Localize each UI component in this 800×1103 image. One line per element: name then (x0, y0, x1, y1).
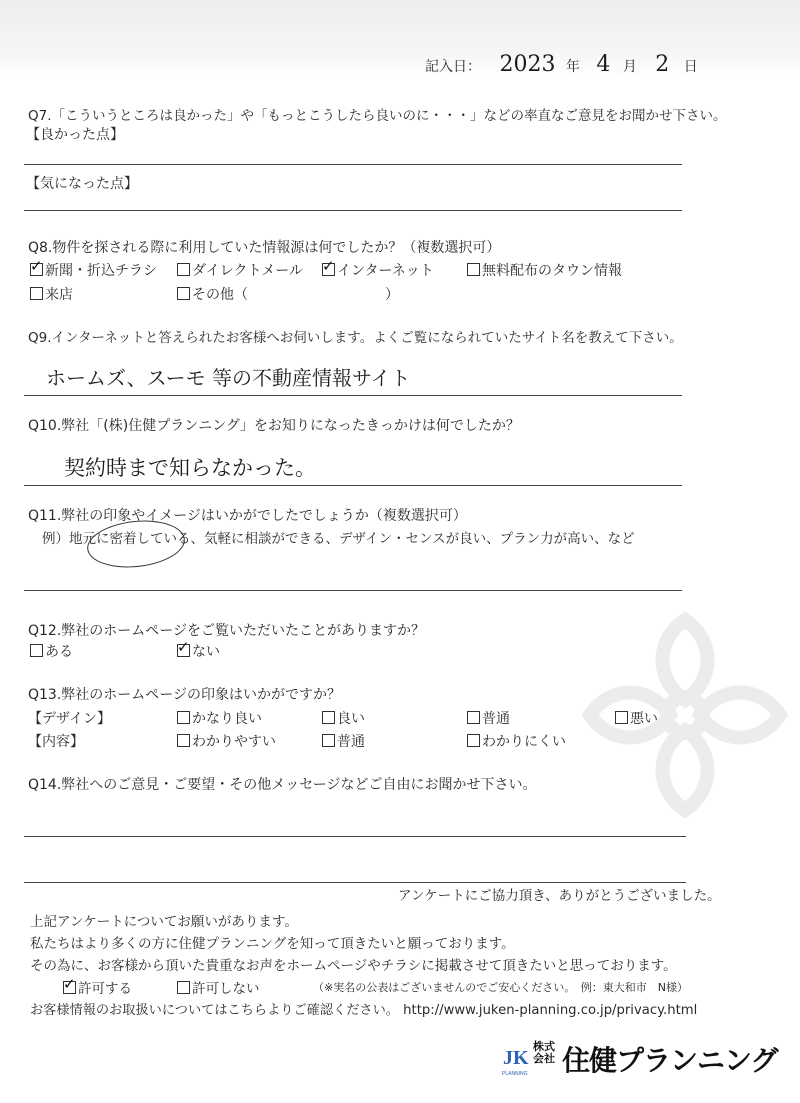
entry-date (425, 52, 698, 77)
q7-good-label: 【良かった点】 (26, 127, 124, 143)
q8-option-internet[interactable] (322, 260, 434, 280)
q8-option-label: 無料配布のタウン情報 (482, 263, 622, 279)
checkbox-icon[interactable] (177, 734, 190, 747)
date-month: 4 (596, 52, 611, 77)
q8-option-label: 新聞・折込チラシ (45, 263, 157, 279)
q9-answer: ホームズ、スーモ 等の不動産情報サイト (46, 366, 411, 390)
q7-good-line (24, 164, 682, 165)
checkbox-icon[interactable] (177, 644, 190, 657)
q11-answer-line (24, 590, 682, 591)
q7-question: Q7.「こういうところは良かった」や「もっとこうしたら良いのに・・・」などの率直なご意見をお聞かせ下さい。 (28, 108, 727, 124)
q13-option-label: かなり良い (192, 711, 262, 727)
footer-note: （※実名の公表はございませんのでご安心ください。 例：東大和市 N様） (313, 981, 688, 994)
q8-option-direct-mail[interactable] (177, 260, 303, 280)
q13-option-label: わかりにくい (482, 734, 566, 750)
q8-option-label: その他（ (192, 287, 248, 303)
q13-design-option-good[interactable] (322, 708, 365, 728)
footer-request-2: 私たちはより多くの方に住健プランニングを知って頂きたいと願っております。 (30, 936, 515, 952)
date-day: 2 (655, 52, 670, 77)
q8-question: Q8.物件を探される際に利用していた情報源は何でしたか？（複数選択可） (28, 240, 501, 256)
checkbox-icon[interactable] (177, 711, 190, 724)
q9-answer-line (24, 395, 682, 396)
date-day-unit: 日 (683, 59, 698, 75)
watermark-crest-icon (575, 600, 795, 830)
q13-content-label: 【内容】 (28, 734, 84, 750)
checkbox-icon[interactable] (467, 263, 480, 276)
logo-kabushiki: 株式会社 (533, 1040, 555, 1065)
q13-design-option-very-good[interactable] (177, 708, 262, 728)
q13-design-option-bad[interactable] (615, 708, 658, 728)
date-year: 2023 (499, 52, 556, 77)
checkbox-icon[interactable] (467, 734, 480, 747)
q10-answer-line (24, 485, 682, 486)
q13-option-label: 良い (337, 711, 365, 727)
logo-company-name: 住健プランニング (562, 1044, 778, 1077)
q7-concern-line (24, 210, 682, 211)
q12-option-yes[interactable] (30, 641, 73, 661)
checkbox-icon[interactable] (30, 263, 43, 276)
checkbox-icon[interactable] (615, 711, 628, 724)
footer-request-1: 上記アンケートについてお願いがあります。 (30, 914, 298, 930)
logo-mark-sub: PLANNING (502, 1071, 528, 1077)
q7-concern-label: 【気になった点】 (26, 176, 138, 192)
footer-request-3: その為に、お客様から頂いた貴重なお声をホームページやチラシに掲載させて頂きたいと思っております。 (30, 958, 677, 974)
q11-question: Q11.弊社の印象やイメージはいかがでしたでしょうか（複数選択可） (28, 508, 467, 524)
checkbox-icon[interactable] (30, 287, 43, 300)
q13-content-option-normal[interactable] (322, 731, 365, 751)
q13-design-label: 【デザイン】 (28, 711, 112, 727)
q13-option-label: 悪い (630, 711, 658, 727)
q12-option-no[interactable] (177, 641, 220, 661)
footer-deny-label: 許可しない (192, 981, 260, 997)
company-logo-mark-icon (502, 1038, 532, 1078)
q13-question: Q13.弊社のホームページの印象はいかがですか？ (28, 687, 342, 703)
checkbox-icon[interactable] (63, 981, 76, 994)
q10-answer: 契約時まで知らなかった。 (64, 456, 316, 480)
logo-mark-text: JK (503, 1047, 529, 1069)
footer-privacy: お客様情報のお取扱いについてはこちらよりご確認ください。 http://www.juken-planning.co.jp/privacy.html (30, 1003, 698, 1018)
footer-thanks: アンケートにご協力頂き、ありがとうございました。 (398, 888, 721, 904)
checkbox-icon[interactable] (177, 287, 190, 300)
date-label: 記入日： (425, 59, 481, 75)
q14-question: Q14.弊社へのご意見・ご要望・その他メッセージなどご自由にお聞かせ下さい。 (28, 777, 537, 793)
q13-content-option-easy[interactable] (177, 731, 276, 751)
date-year-unit: 年 (565, 59, 580, 75)
q8-option-label: ダイレクトメール (192, 263, 304, 279)
q12-option-label: ない (192, 644, 220, 660)
footer-permit-label: 許可する (78, 981, 132, 997)
q10-question: Q10.弊社「(株)住健プランニング」をお知りになったきっかけは何でしたか？ (28, 418, 520, 434)
q14-answer-line-1 (24, 836, 686, 837)
q12-option-label: ある (45, 644, 73, 660)
checkbox-icon[interactable] (30, 644, 43, 657)
checkbox-icon[interactable] (177, 263, 190, 276)
checkbox-icon[interactable] (467, 711, 480, 724)
q8-option-visit[interactable] (30, 284, 73, 304)
q13-design-option-normal[interactable] (467, 708, 510, 728)
q8-other-close: ） (385, 287, 399, 303)
q13-option-label: 普通 (482, 711, 510, 727)
q12-question: Q12.弊社のホームページをご覧いただいたことがありますか？ (28, 623, 426, 639)
q13-option-label: わかりやすい (192, 734, 276, 750)
q9-question: Q9.インターネットと答えられたお客様へお伺いします。よくご覧になられていたサイト名を教えて下さい。 (28, 330, 683, 346)
checkbox-icon[interactable] (322, 711, 335, 724)
checkbox-icon[interactable] (177, 981, 190, 994)
q8-option-label: 来店 (45, 287, 73, 303)
q13-option-label: 普通 (337, 734, 365, 750)
q8-option-label: インターネット (337, 263, 434, 279)
footer-deny-option[interactable] (177, 977, 260, 997)
footer-permit-option[interactable] (63, 977, 132, 997)
q8-option-other[interactable] (177, 284, 248, 304)
q8-option-town-info[interactable] (467, 260, 622, 280)
q11-example: 例）地元に密着している、気軽に相談ができる、デザイン・センスが良い、プラン力が高い、など (42, 531, 635, 547)
q8-option-newspaper[interactable] (30, 260, 157, 280)
checkbox-icon[interactable] (322, 263, 335, 276)
date-month-unit: 月 (622, 59, 637, 75)
q14-answer-line-2 (24, 882, 686, 883)
checkbox-icon[interactable] (322, 734, 335, 747)
q13-content-option-hard[interactable] (467, 731, 566, 751)
